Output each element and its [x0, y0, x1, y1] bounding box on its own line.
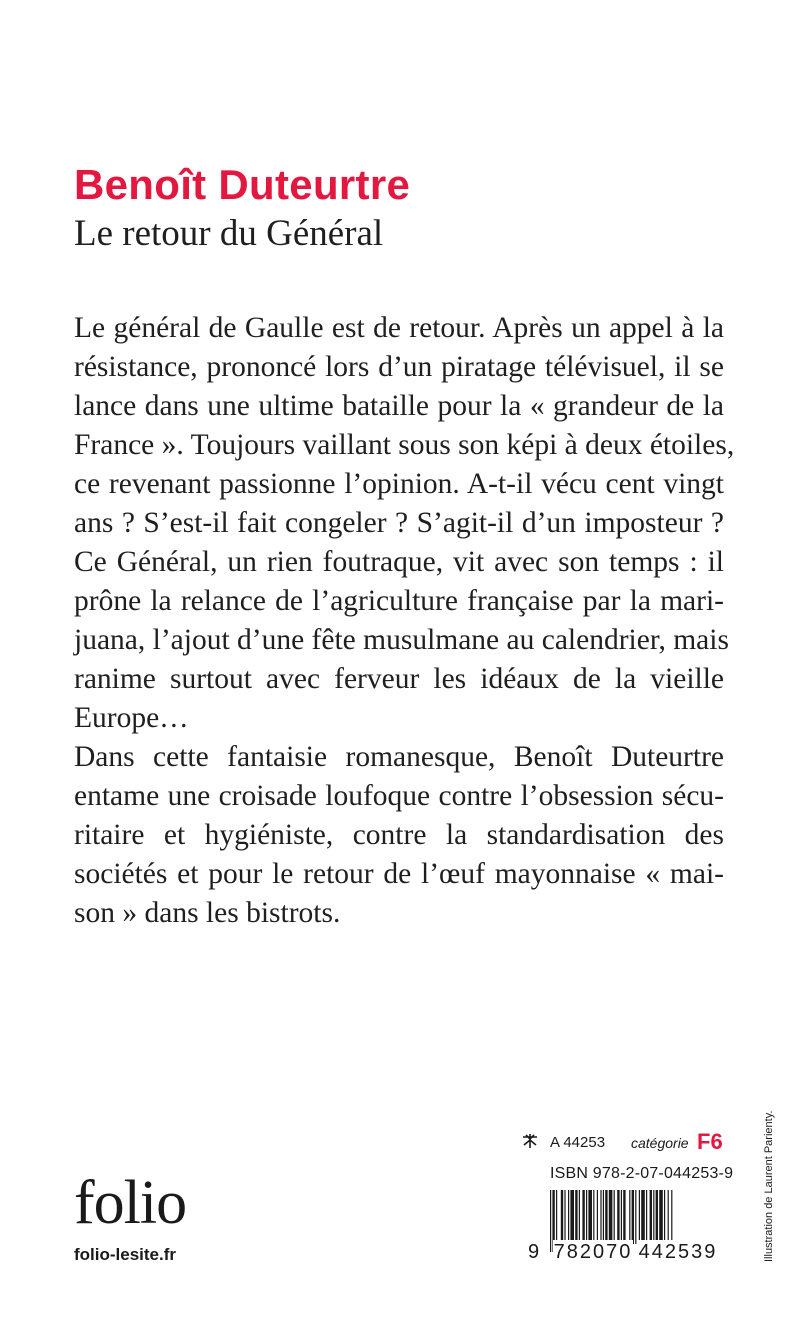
blurb-line: Le général de Gaulle est de retour. Après un appel à la	[74, 312, 724, 344]
blurb-line: ranime surtout avec ferveur les idéaux de la vieille	[74, 663, 724, 695]
barcode-bar	[556, 1190, 557, 1244]
barcode-bar	[621, 1190, 622, 1244]
barcode-bar	[570, 1190, 574, 1244]
barcode-bar	[550, 1190, 551, 1252]
back-cover-blurb	[74, 309, 735, 933]
barcode-bar	[629, 1190, 630, 1244]
barcode-bar	[664, 1190, 665, 1244]
blurb-line: résistance, prononcé lors d’un piratage télévisuel, il se	[74, 351, 724, 383]
blurb-line: Europe…	[74, 702, 189, 734]
barcode-bar	[617, 1190, 619, 1244]
category-label: catégorie	[631, 1135, 689, 1151]
author-name: Benoît Duteurtre	[74, 161, 411, 208]
blurb-line: juana, l’ajout d’une fête musulmane au calendrier, mais	[74, 624, 729, 656]
blurb-line: prône la relance de l’agriculture française par la mari-	[74, 585, 724, 617]
barcode-bar	[588, 1190, 592, 1244]
blurb-line: lance dans une ultime bataille pour la « grandeur de la	[74, 390, 724, 422]
category-value: F6	[697, 1129, 723, 1154]
barcode-bar	[653, 1190, 654, 1244]
barcode-bar	[579, 1190, 580, 1244]
barcode-bar	[635, 1190, 636, 1244]
catalog-info	[520, 1129, 723, 1160]
barcode-bar	[586, 1190, 587, 1244]
barcode-bar	[603, 1190, 604, 1244]
barcode-bar	[639, 1190, 640, 1244]
barcode-bar	[600, 1190, 601, 1244]
barcode-right-digits: 442539	[638, 1241, 718, 1263]
barcode-bar	[641, 1190, 645, 1244]
barcode-bar	[659, 1190, 663, 1244]
gallimard-emblem-icon	[520, 1132, 540, 1150]
illustration-credit: Illustration de Laurent Parienty.	[763, 1110, 775, 1262]
barcode-bar	[632, 1190, 634, 1244]
barcode	[528, 1190, 728, 1262]
blurb-line: ans ? S’est-il fait congeler ? S’agit-il d’un imposteur ?	[74, 507, 724, 539]
barcode-bar	[597, 1190, 598, 1244]
barcode-first-digit: 9	[528, 1240, 546, 1264]
barcode-bar	[668, 1190, 669, 1244]
blurb-line: Ce Général, un rien foutraque, vit avec son temps : il	[74, 546, 724, 578]
barcode-bar	[564, 1190, 565, 1244]
barcode-bar	[650, 1190, 652, 1244]
book-title: Le retour du Général	[74, 213, 384, 254]
blurb-line: ritaire et hygiéniste, contre la standardisation des	[74, 819, 724, 851]
barcode-bar	[656, 1190, 658, 1244]
blurb-line: ce revenant passionne l’opinion. A-t-il vécu cent vingt	[74, 468, 724, 500]
blurb-line: entame une croisade loufoque contre l’obsession sécu-	[74, 780, 724, 812]
publisher-website: folio-lesite.fr	[74, 1245, 177, 1264]
barcode-bar	[593, 1190, 594, 1244]
barcode-bar	[646, 1190, 647, 1244]
barcode-bar	[568, 1190, 569, 1244]
catalog-code: A 44253	[550, 1134, 606, 1151]
blurb-line: sociétés et pour le retour de l’œuf mayonnaise « mai-	[74, 858, 724, 890]
barcode-left-digits: 782070	[553, 1241, 633, 1263]
blurb-line: Dans cette fantaisie romanesque, Benoît Duteurtre	[74, 741, 724, 773]
blurb-line: France ». Toujours vaillant sous son képi à deux étoiles,	[74, 429, 735, 461]
barcode-bar	[561, 1190, 563, 1244]
barcode-bar	[605, 1190, 607, 1244]
barcode-bar	[575, 1190, 577, 1244]
barcode-bar	[623, 1190, 625, 1244]
folio-logo: folio	[74, 1169, 187, 1237]
isbn-number: ISBN 978-2-07-044253-9	[550, 1165, 734, 1182]
barcode-bar	[582, 1190, 584, 1244]
blurb-line: son » dans les bistrots.	[74, 897, 341, 929]
